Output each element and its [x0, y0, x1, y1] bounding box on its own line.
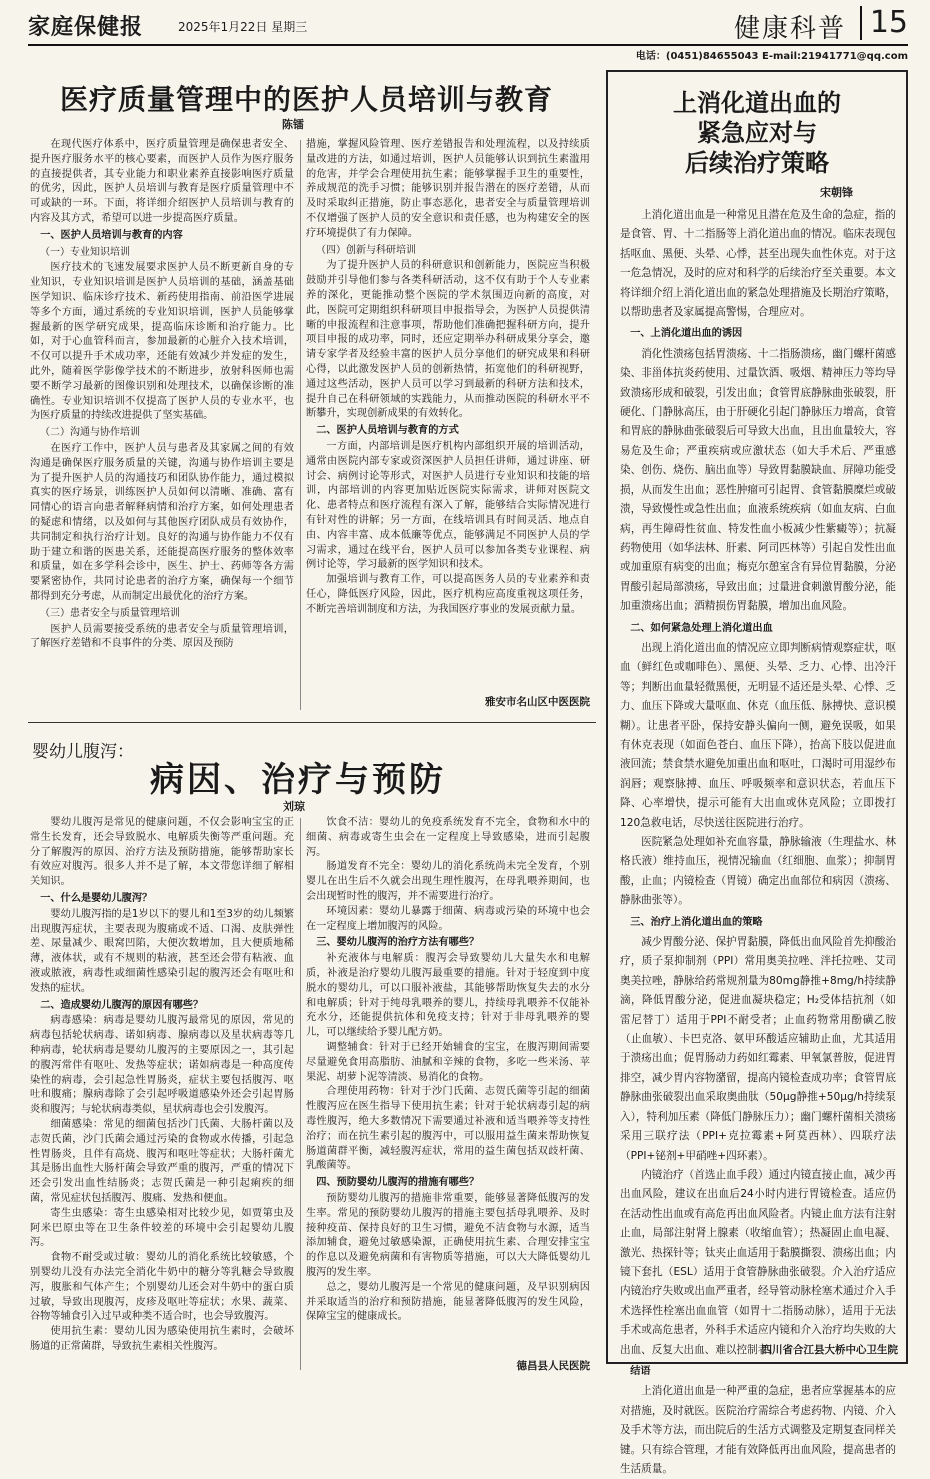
- article1-title: 医疗质量管理中的医护人员培训与教育: [60, 83, 554, 116]
- paragraph: 上消化道出血是一种常见且潜在危及生命的急症，指的是食管、胃、十二指肠等上消化道出血的情况。临床表现包括呕血、黑便、头晕、心悸，甚至出现失血性休克。对于这一危急情况，及时的应对和科学的后续治疗至关重要。本文将详细介绍上消化道出血的紧急处理措施及长期治疗策略，以帮助患者及家属提高警惕，合理应对。: [620, 209, 896, 319]
- article1-author: 陈镭: [282, 118, 304, 131]
- article-separator: [28, 722, 596, 723]
- article3-title-line: 上消化道出血的: [673, 88, 841, 117]
- paragraph: 预防婴幼儿腹泻的措施非常重要，能够显著降低腹泻的发生率。常见的预防婴幼儿腹泻的措施主要包括母乳喂养、及时接种疫苗、保持良好的卫生习惯，避免不洁食物与水源，适当添加辅食，避免过敏感染源，正确使用抗生素、合理安排宝宝的作息以及避免病菌和有害物质等措施，可以大大降低婴幼儿腹泻的发生率。: [306, 1192, 590, 1278]
- paragraph: 使用抗生素：婴幼儿因为感染使用抗生素时，会破坏肠道的正常菌群，导致抗生素相关性腹泻。: [30, 1326, 294, 1352]
- subheading: 四、预防婴幼儿腹泻的措施有哪些？: [316, 1177, 480, 1189]
- article3-title-line: 后续治疗策略: [685, 148, 829, 177]
- paragraph: 饮食不洁：婴幼儿的免疫系统发育不完全，食物和水中的细菌、病毒或寄生虫会在一定程度上导致感染，进而引起腹泻。: [306, 817, 590, 858]
- paragraph: 肠道发育不完全：婴幼儿的消化系统尚未完全发育，个别婴儿在出生后不久就会出现生理性腹泻，在母乳喂养期间，也会出现暂时性的腹泻，并不需要进行治疗。: [306, 861, 590, 902]
- article3-title: [606, 88, 908, 178]
- paragraph: 寄生虫感染：寄生虫感染相对比较少见，如贾第虫及阿米巴原虫等在卫生条件较差的环境中会引起婴幼儿腹泻。: [30, 1207, 294, 1249]
- article2-column-1: [30, 816, 294, 1372]
- subheading: 二、造成婴幼儿腹泻的原因有哪些？: [40, 999, 204, 1011]
- article1-column-1: [30, 138, 294, 708]
- subheading: 三、婴幼儿腹泻的治疗方法有哪些？: [316, 937, 480, 949]
- column-divider: [300, 140, 301, 710]
- article2-column-2: [306, 816, 590, 1356]
- article2-title: 病因、治疗与预防: [150, 760, 446, 800]
- paragraph: 调整辅食：针对于已经开始辅食的宝宝，在腹泻期间需要尽量避免食用高脂肪、油腻和辛辣的食物，多吃一些米汤、苹果泥、胡萝卜泥等清淡、易消化的食物。: [306, 1041, 590, 1083]
- paragraph: 一方面，内部培训是医疗机构内部组织开展的培训活动，通常由医院内部专家或资深医护人员担任讲师，通过讲座、研讨会、病例讨论等形式，对医护人员进行专业知识和技能的培训，内部培训的内容更加贴近医院实际需求，讲师对医院文化、患者特点和医疗流程有深入了解，能够结合实际情况进行有针对性的讲解；另一方面，在线培训具有时间灵活、地点自由、内容丰富、成本低廉等优点，能够满足不同医护人员的学习需求，通过在线平台，医护人员可以参加各类专业课程、病例讨论等，学习最新的医学知识和技术。: [306, 440, 590, 571]
- article3-title-line: 紧急应对与: [697, 118, 817, 147]
- section-name: 健康科普: [733, 14, 846, 44]
- article2-author: 刘琼: [283, 800, 305, 813]
- page-number: 15: [860, 6, 908, 40]
- subheading: 一、医护人员培训与教育的内容: [40, 229, 183, 241]
- article3-author: 宋朝锋: [820, 186, 853, 199]
- paragraph: 婴幼儿腹泻是常见的健康问题，不仅会影响宝宝的正常生长发育，还会导致脱水、电解质失衡等严重问题。充分了解腹泻的原因、治疗方法及预防措施，能够帮助家长有效应对腹泻。很多人并不是了解，本文带您详细了解相关知识。: [30, 817, 294, 888]
- paragraph: 细菌感染：常见的细菌包括沙门氏菌、大肠杆菌以及志贺氏菌，沙门氏菌会通过污染的食物或水传播，引起急性胃肠炎，且伴有高烧、腹泻和呕吐等症状；大肠杆菌尤其是肠出血性大肠杆菌会导致严重的腹泻，严重的情况下还会引发出血性结肠炎；志贺氏菌是一种引起痢疾的细菌，常见症状包括腹泻、腹痛、发热和便血。: [30, 1118, 294, 1204]
- paragraph: 食物不耐受或过敏：婴幼儿的消化系统比较敏感，个别婴幼儿没有办法完全消化牛奶中的糖分等乳糖会导致腹泻，腹胀和气体产生；个别婴幼儿还会对牛奶中的蛋白质过敏，导致出现腹泻，皮疹及呕吐等症状；水果、蔬菜、谷物等辅食引入过早或种类不适合时，也会导致腹泻。: [30, 1252, 294, 1323]
- paragraph: 环境因素：婴幼儿暴露于细菌、病毒或污染的环境中也会在一定程度上增加腹泻的风险。: [306, 905, 590, 932]
- column-divider: [300, 818, 301, 1370]
- paragraph: 医护人员需要接受系统的患者安全与质量管理培训，了解医疗差错和不良事件的分类、原因及预防: [30, 623, 294, 650]
- paragraph: 内镜治疗（首选止血手段）通过内镜直接止血，减少再出血风险，建议在出血后24小时内进行胃镜检查。适应仍在活动性出血或有高危再出血风险者。内镜止血方法有注射止血，局部注射肾上腺素（收缩血管）；热凝固止血电凝、激光、热探针等；钛夹止血适用于黏膜撕裂、溃疡出血；内镜下套扎（ESL）适用于食管静脉曲张破裂。介入治疗适应内镜治疗失败或出血严重者，经导管动脉栓塞术通过介入手术选择性栓塞出血血管（如胃十二指肠动脉），适用于无法手术或高危患者，外科手术适应内镜和介入治疗均失败的大出血、反复大出血、难以控制者。: [620, 1168, 896, 1356]
- paper-name: 家庭保健报: [28, 14, 144, 40]
- issue-date: 2025年1月22日 星期三: [178, 20, 308, 34]
- paragraph: 医院紧急处理如补充血容量，静脉输液（生理盐水、林格氏液）维持血压，视情况输血（红细胞、血浆）；抑制胃酸，止血；内镜检查（胃镜）确定出血部位和病因（溃疡、静脉曲张等）。: [620, 836, 896, 907]
- subheading: 二、如何紧急处理上消化道出血: [630, 622, 773, 634]
- subheading: 结语: [630, 1365, 651, 1377]
- contact-line: 电话：(0451)84655043 E-mail:21941771@qq.com: [635, 51, 908, 62]
- paragraph: 措施，掌握风险管理、医疗差错报告和处理流程，以及持续质量改进的方法，如通过培训，医护人员能够认识到抗生素滥用的危害，并学会合理使用抗生素；能够掌握手卫生的重要性，养成规范的洗手习惯；能够识别并报告潜在的医疗差错，从而及时采取纠正措施，防止事态恶化，患者安全与质量管理培训不仅增强了医护人员的安全意识和责任感，也为构建安全的医疗环境提供了有力保障。: [306, 139, 590, 239]
- subheading: （四）创新与科研培训: [316, 244, 416, 256]
- paragraph: 病毒感染：病毒是婴幼儿腹泻最常见的原因，常见的病毒包括轮状病毒、诺如病毒、腺病毒以及星状病毒等几种病毒，轮状病毒是婴幼儿腹泻的主要原因之一，其引起的腹泻常伴有呕吐、发热等症状；诺如病毒是一种高度传染性的病毒，会引起急性胃肠炎，症状主要包括腹泻、呕吐和腹痛；腺病毒除了会引起呼吸道感染外还会引起胃肠炎和腹泻；与轮状病毒类似，星状病毒也会引发腹泻。: [30, 1015, 294, 1116]
- article2-kicker: 婴幼儿腹泻：: [32, 742, 134, 762]
- article1-affiliation: 雅安市名山区中医医院: [485, 696, 590, 708]
- article2-affiliation: 德昌县人民医院: [516, 1360, 590, 1372]
- article3-affiliation: 四川省合江县大桥中心卫生院: [761, 1344, 898, 1356]
- subheading: 二、医护人员培训与教育的方式: [316, 425, 459, 437]
- paragraph: 加强培训与教育工作，可以提高医务人员的专业素养和责任心，降低医疗风险，因此，医疗机构应高度重视这项任务，不断完善培训制度和方法，为我国医疗事业的发展贡献力量。: [306, 574, 590, 615]
- article1-column-2: [306, 138, 590, 694]
- paragraph: 出现上消化道出血的情况应立即判断病情观察症状，呕血（鲜红色或咖啡色）、黑便、头晕、乏力、心悸、出冷汗等；判断出血量轻微黑便，无明显不适还是头晕、心悸、乏力、血压下降或大量呕血、休克（血压低、脉搏快、意识模糊）。让患者平卧，保持安静头偏向一侧，避免误吸，如果有休克表现（如面色苍白、血压下降），抬高下肢以促进血液回流；禁食禁水避免加重出血和呕吐，口渴时可用湿纱布润唇；观察脉搏、血压、呼吸频率和意识状态，若血压下降、心率增快，提示可能有大出血或休克风险；立即拨打120急救电话，尽快送往医院进行治疗。: [620, 641, 896, 829]
- subheading: （三）患者安全与质量管理培训: [40, 607, 180, 619]
- paragraph: 消化性溃疡包括胃溃疡、十二指肠溃疡，幽门螺杆菌感染、非甾体抗炎药使用、过量饮酒、吸烟、精神压力等均导致溃疡形成和破裂，引发出血；食管胃底静脉曲张破裂，肝硬化、门静脉高压，由于肝硬化引起门静脉压力增高，食管和胃底的静脉曲张破裂后可导致大出血，且出血量较大，容易危及生命；严重疾病或应激状态（如大手术后、严重感染、创伤、烧伤、脑出血等）导致胃黏膜缺血、屏障功能受损，从而发生出血；恶性肿瘤可引起胃、食管黏膜糜烂或破溃，导致慢性或急性出血；血液系统疾病（如血友病、白血病，再生障碍性贫血、特发性血小板减少性紫癜等）；抗凝药物使用（如华法林、肝素、阿司匹林等）引起自发性出血或加重原有病变的出血；梅克尔憩室含有异位胃黏膜，分泌胃酸引起局部溃疡，导致出血；过量进食刺激胃酸分泌，能加重溃疡出血；酒精损伤胃黏膜，增加出血风险。: [620, 347, 896, 613]
- paragraph: 医疗技术的飞速发展要求医护人员不断更新自身的专业知识，专业知识培训是医护人员培训的基础，涵盖基础医学知识、临床诊疗技术、新药使用指南、前沿医学进展等多个方面，通过系统的专业知识培训，医护人员能够掌握最新的医学研究成果，提高临床诊断和治疗能力。比如，对于心血管科而言，参加最新的心脏介入技术培训，不仅可以提升手术成功率，还能有效减少并发症的发生，此外，随着医学影像学技术的不断进步，放射科医师也需要不断学习最新的图像识别和处理技术，以确保诊断的准确性。专业知识培训不仅提高了医护人员的专业水平，也为医疗质量的持续改进提供了坚实基础。: [30, 262, 294, 422]
- subheading: 三、治疗上消化道出血的策略: [630, 916, 763, 928]
- paragraph: 补充液体与电解质：腹泻会导致婴幼儿大量失水和电解质，补液是治疗婴幼儿腹泻最重要的措施。针对于轻度到中度脱水的婴幼儿，可以口服补液盐，其能够帮助恢复失去的水分和电解质；针对于纯母乳喂养的婴儿，持续母乳喂养不仅能补充水分，还能提供抗体和免疫支持；针对于非母乳喂养的婴儿，可以继续给予婴儿配方奶。: [306, 953, 590, 1039]
- paragraph: 在医疗工作中，医护人员与患者及其家属之间的有效沟通是确保医疗服务质量的关键，沟通与协作培训主要是为了提升医护人员的沟通技巧和团队协作能力，通过模拟真实的医疗场景，训练医护人员如何以清晰、准确、富有同情心的语言向患者解释病情和治疗方案，如何处理患者的疑虑和情绪，以及如何与其他医疗团队成员有效协作，共同制定和执行治疗计划。良好的沟通与协作能力不仅有助于建立和谐的医患关系，还能提高医疗服务的整体效率和质量，如在多学科会诊中，医生、护士、药师等各方需要紧密协作，共同讨论患者的治疗方案，确保每一个细节都得到充分考虑，从而制定出最优化的治疗方案。: [30, 442, 294, 602]
- subheading: 一、上消化道出血的诱因: [630, 328, 743, 340]
- header-rule: [28, 44, 908, 46]
- paragraph: 婴幼儿腹泻指的是1岁以下的婴儿和1至3岁的幼儿频繁出现腹泻症状，主要表现为腹痛或不适、口渴、皮肤弹性差、尿量减少、眼窝凹陷，大便次数增加，且大便质地稀薄，液体状，或有不规则的粘液，甚至还会带有粘液、血液或脓液，病毒性或细菌性感染引起的腹泻还会有呕吐和发热的症状。: [30, 908, 294, 994]
- paragraph: 为了提升医护人员的科研意识和创新能力，医院应当积极鼓励并引导他们参与各类科研活动，这不仅有助于个人专业素养的深化，更能推动整个医院的学术氛围迈向新的高度，对此，医院可定期组织科研项目申报指导会，为医护人员提供清晰的申报流程和注意事项，帮助他们准确把握科研方向，提升项目申报的成功率，同时，还应定期举办科研成果分享会，邀请专家学者及经验丰富的医护人员分享他们的研究成果和科研心得，以此激发医护人员的创新热情，拓宽他们的科研视野，通过这些活动，医护人员可以学习到最新的科研方法和技术，提升自己在科研领域的实践能力，从而推动医院的科研水平不断攀升，实现创新成果的有效转化。: [306, 260, 590, 420]
- paragraph: 在现代医疗体系中，医疗质量管理是确保患者安全、提升医疗服务水平的核心要素，而医护人员作为医疗服务的直接提供者，其专业能力和职业素养直接影响医疗质量的优劣，因此，医护人员培训与教育是医疗质量管理中不可或缺的一环。下面，将详细介绍医护人员培训与教育的内容及其方式，希望可以进一步提高医疗质量。: [30, 139, 294, 224]
- subheading: 一、什么是婴幼儿腹泻？: [40, 892, 153, 904]
- paragraph: 合理使用药物：针对于沙门氏菌、志贺氏菌等引起的细菌性腹泻应在医生指导下使用抗生素；针对于轮状病毒引起的病毒性腹泻，绝大多数情况下需要通过补液和适当喂养等支持性治疗；而在抗生素引起的腹泻中，可以服用益生菌来帮助恢复肠道菌群平衡，减轻腹泻症状，常用的益生菌包括双歧杆菌、乳酸菌等。: [306, 1086, 590, 1172]
- paragraph: 上消化道出血是一种严重的急症，患者应掌握基本的应对措施，及时就医。医院治疗需综合考虑药物、内镜、介入及手术等方法，而出院后的生活方式调整及定期复查同样关键。只有综合管理，才能有效降低再出血风险，提高患者的生活质量。: [620, 1385, 896, 1475]
- subheading: （二）沟通与协作培训: [40, 427, 140, 439]
- subheading: （一）专业知识培训: [40, 246, 130, 258]
- paragraph: 减少胃酸分泌、保护胃黏膜，降低出血风险首先抑酸治疗，质子泵抑制剂（PPI）常用奥美拉唑、泮托拉唑、艾司奥美拉唑，静脉给药常规剂量为80mg静推+8mg/h持续静滴，降低胃酸分泌，促进血凝块稳定；H₂受体拮抗剂（如雷尼替丁）适用于PPI不耐受者；止血药物常用酚磺乙胺（止血敏）、卡巴克洛、氨甲环酸适应辅助止血，尤其适用于溃疡出血；促胃肠动力药如红霉素、甲氧氯普胺，促进胃排空，减少胃内容物潴留，提高内镜检查成功率；食管胃底静脉曲张破裂出血采取奥曲肽（50μg静推+50μg/h持续泵入），特利加压素（降低门静脉压力）；幽门螺杆菌相关溃疡采用三联疗法（PPI+克拉霉素+阿莫西林）、四联疗法（PPI+铋剂+甲硝唑+四环素）。: [620, 936, 896, 1162]
- masthead: [28, 5, 908, 44]
- paragraph: 总之，婴幼儿腹泻是一个常见的健康问题，及早识别病因并采取适当的治疗和预防措施，能显著降低腹泻的发生风险，保障宝宝的健康成长。: [306, 1281, 590, 1323]
